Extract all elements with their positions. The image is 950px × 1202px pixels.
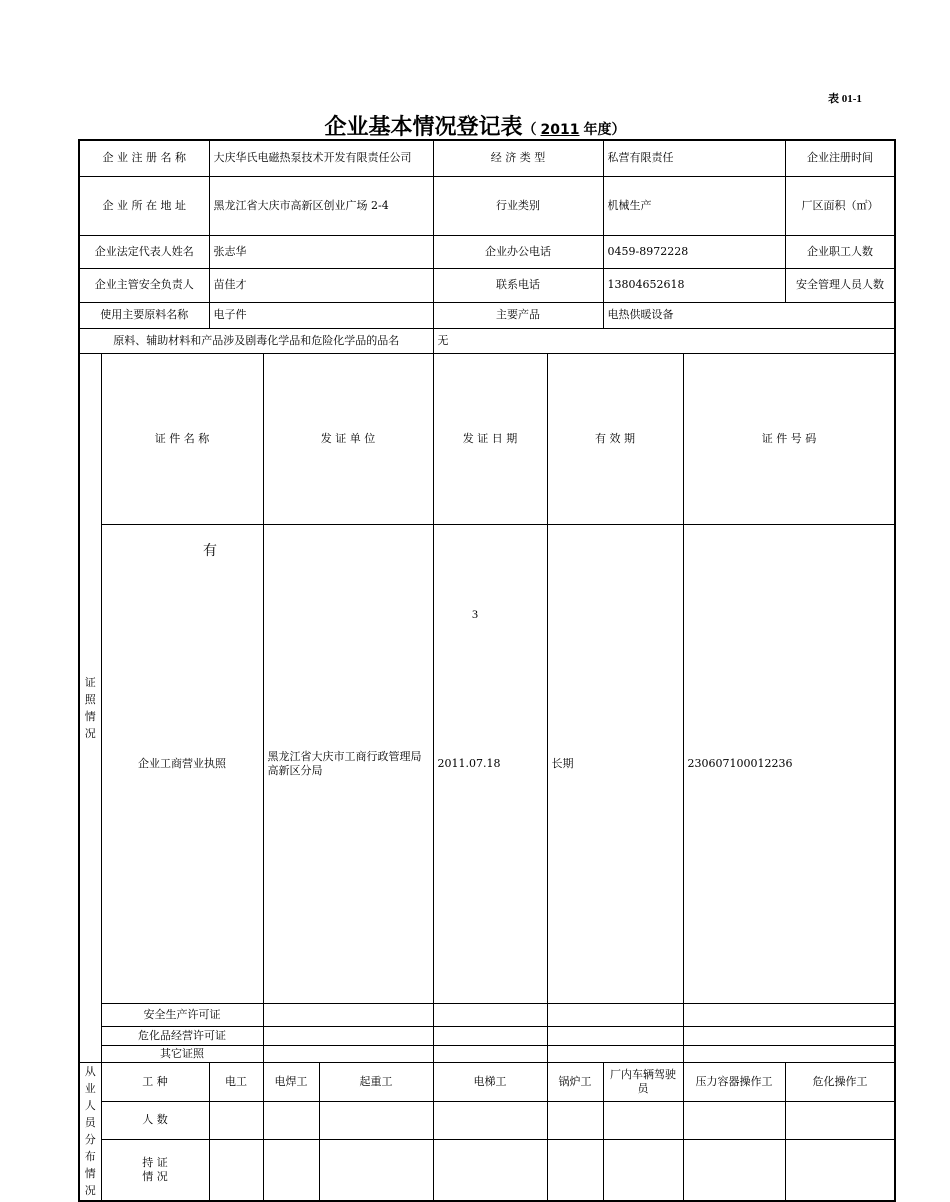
contact-phone-label: 联系电话 [433, 268, 603, 302]
cert-number: 230607100012236 [683, 524, 895, 1003]
cert-number [683, 1026, 895, 1045]
title-paren: （ [522, 122, 537, 138]
cert-name: 企业工商营业执照 [101, 524, 263, 1003]
contact-phone-value: 13804652618 [603, 268, 785, 302]
worker-type: 电工 [209, 1062, 263, 1101]
cert-issuer [263, 1003, 433, 1026]
row-reg-name [79, 140, 895, 176]
industry-value: 机械生产 [603, 176, 785, 235]
worker-type: 压力容器操作工 [683, 1062, 785, 1101]
worker-type-label: 工 种 [101, 1062, 209, 1101]
worker-type: 电焊工 [263, 1062, 319, 1101]
cert-name: 危化品经营许可证 [101, 1026, 263, 1045]
cert-header-number: 证 件 号 码 [683, 353, 895, 524]
table-number: 表 01-1 [828, 93, 862, 105]
worker-type: 危化操作工 [785, 1062, 895, 1101]
title-main: 企业基本情况登记表 [324, 115, 523, 140]
registration-table [78, 139, 896, 1202]
legal-rep-value: 张志华 [209, 235, 433, 268]
econ-type-value: 私营有限责任 [603, 140, 785, 176]
worker-side-label: 从业人员分布情况 [79, 1062, 101, 1201]
chem-label: 原料、辅助材料和产品涉及剧毒化学品和危险化学品的品名 [79, 328, 433, 353]
row-materials [79, 302, 895, 328]
cert-header-validity: 有 效 期 [547, 353, 683, 524]
reg-time-label: 企业注册时间 [785, 140, 895, 176]
cert-validity [547, 1026, 683, 1045]
products-label: 主要产品 [433, 302, 603, 328]
cert-row [79, 1003, 895, 1026]
worker-cert-row [79, 1139, 895, 1201]
safety-head-label: 企业主管安全负责人 [79, 268, 209, 302]
office-phone-label: 企业办公电话 [433, 235, 603, 268]
worker-type: 厂内车辆驾驶员 [603, 1062, 683, 1101]
title-year-suffix: 年度） [583, 122, 626, 138]
industry-label: 行业类别 [433, 176, 603, 235]
cert-header-name: 证 件 名 称 [101, 353, 263, 524]
cert-row [79, 1026, 895, 1045]
cert-issuer [263, 1026, 433, 1045]
cert-validity [547, 1045, 683, 1062]
safety-head-value: 苗佳才 [209, 268, 433, 302]
econ-type-label: 经 济 类 型 [433, 140, 603, 176]
address-value: 黑龙江省大庆市高新区创业广场 2-4 [209, 176, 433, 235]
materials-value: 电子件 [209, 302, 433, 328]
cert-row [79, 524, 895, 1003]
reg-name-value: 大庆华氏电磁热泵技术开发有限责任公司 [209, 140, 433, 176]
page-number: 3 [472, 607, 478, 621]
cert-header-row [79, 353, 895, 524]
cert-issuer: 黑龙江省大庆市工商行政管理局高新区分局 [263, 524, 433, 1003]
worker-type: 起重工 [319, 1062, 433, 1101]
row-legal-rep [79, 235, 895, 268]
worker-type: 电梯工 [433, 1062, 547, 1101]
cert-number [683, 1003, 895, 1026]
staff-label: 企业职工人数 [785, 235, 895, 268]
office-phone-value: 0459-8972228 [603, 235, 785, 268]
cert-validity [547, 1003, 683, 1026]
materials-label: 使用主要原料名称 [79, 302, 209, 328]
cert-number [683, 1045, 895, 1062]
cert-validity: 长期 [547, 524, 683, 1003]
cert-date: 2011.07.18 [433, 524, 547, 1003]
legal-rep-label: 企业法定代表人姓名 [79, 235, 209, 268]
reg-name-label: 企 业 注 册 名 称 [79, 140, 209, 176]
worker-count-row [79, 1101, 895, 1139]
worker-cert-label: 持 证 情 况 [101, 1139, 209, 1201]
cert-date [433, 1026, 547, 1045]
cert-issuer [263, 1045, 433, 1062]
safety-staff-label: 安全管理人员人数 [785, 268, 895, 302]
chem-value: 无 [433, 328, 895, 353]
row-safety-head [79, 268, 895, 302]
page-title [0, 110, 950, 141]
cert-name: 安全生产许可证 [101, 1003, 263, 1026]
worker-type: 锅炉工 [547, 1062, 603, 1101]
title-year: 2011 [540, 122, 580, 138]
cert-side-label: 证照情况 [79, 353, 101, 1062]
worker-count-label: 人 数 [101, 1101, 209, 1139]
cert-date [433, 1045, 547, 1062]
area-label: 厂区面积（㎡） [785, 176, 895, 235]
cert-header-date: 发 证 日 期 [433, 353, 547, 524]
worker-type-row [79, 1062, 895, 1101]
address-label: 企 业 所 在 地 址 [79, 176, 209, 235]
products-value: 电热供暖设备 [603, 302, 895, 328]
cert-header-issuer: 发 证 单 位 [263, 353, 433, 524]
cert-date [433, 1003, 547, 1026]
row-address [79, 176, 895, 235]
row-chemicals [79, 328, 895, 353]
handwritten-note: 有 [203, 543, 217, 559]
cert-row [79, 1045, 895, 1062]
cert-name: 其它证照 [101, 1045, 263, 1062]
